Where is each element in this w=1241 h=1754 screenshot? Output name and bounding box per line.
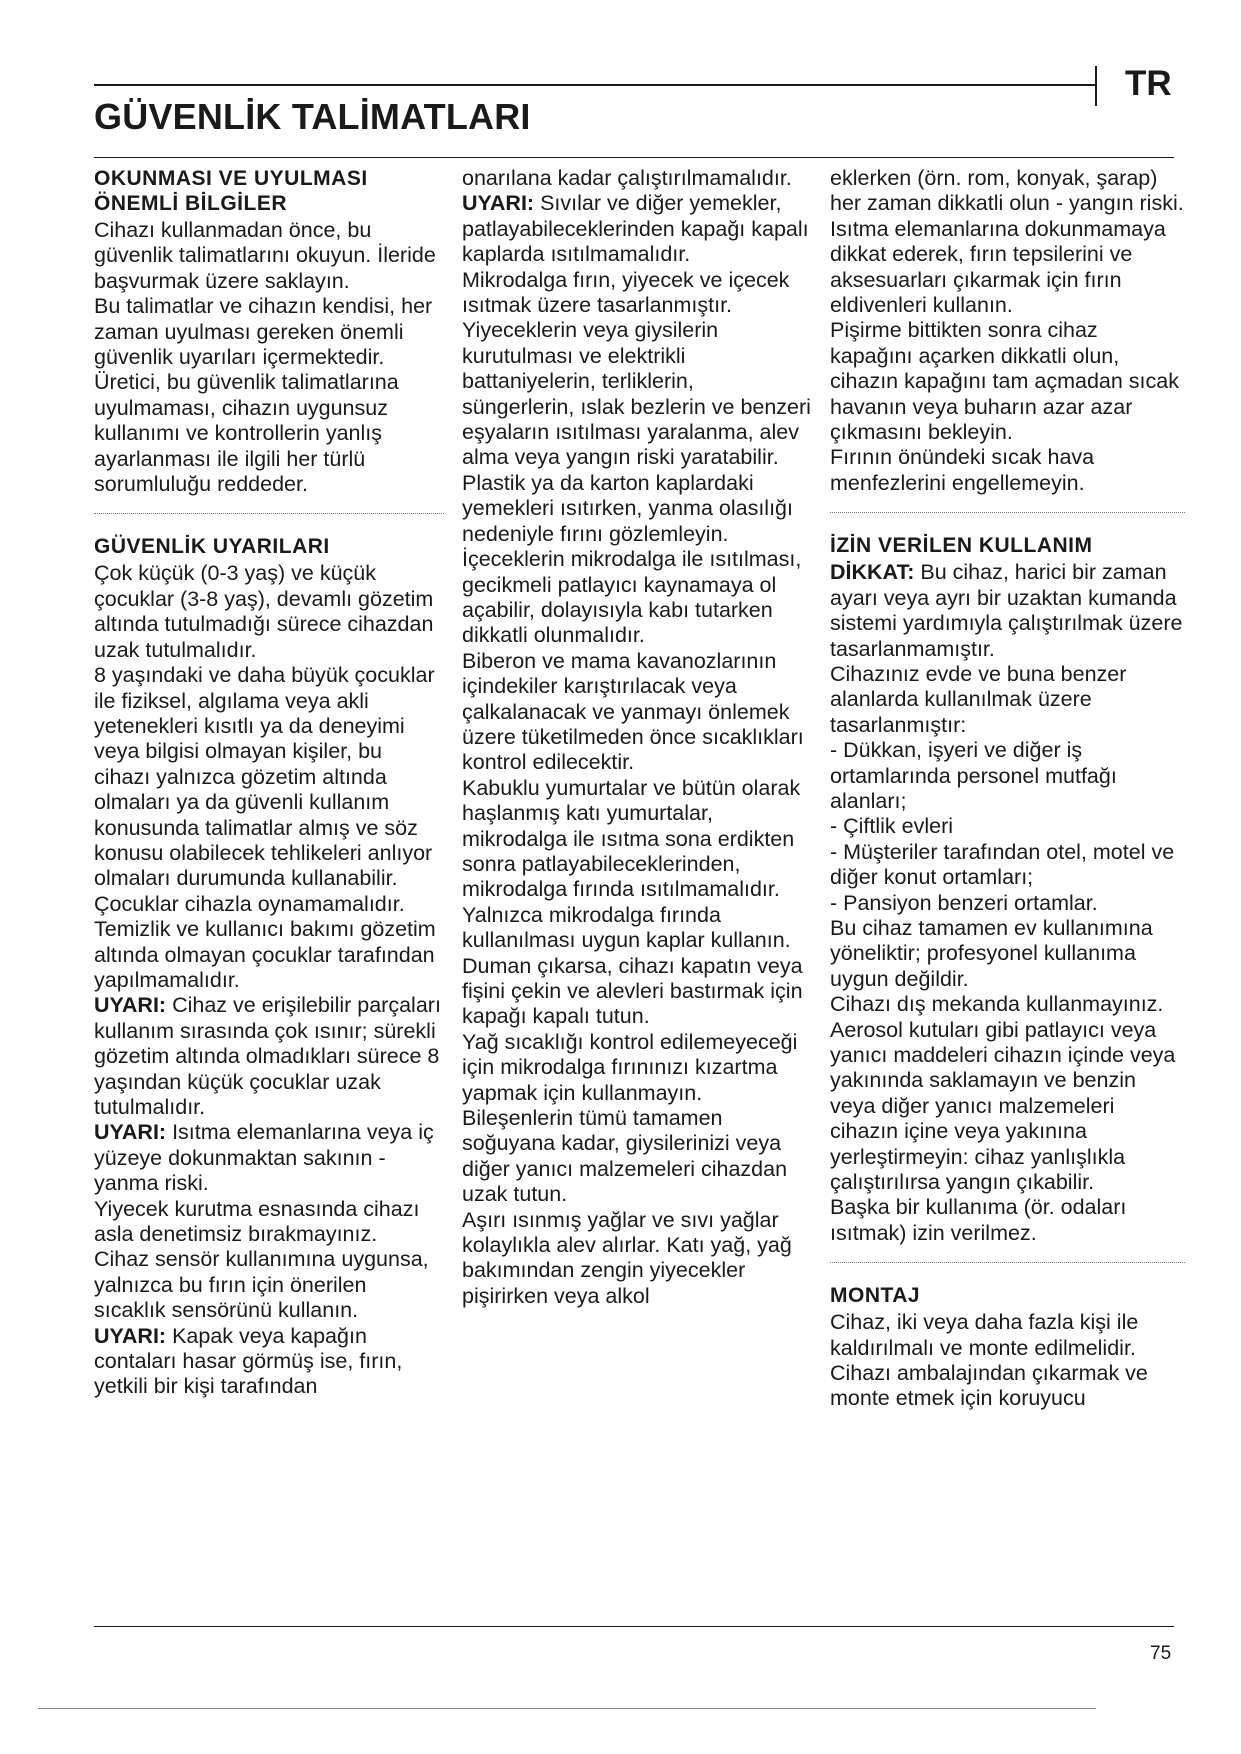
caution-label: DİKKAT: [830, 560, 915, 585]
page-number: 75 [1150, 1643, 1172, 1664]
paragraph: Bileşenlerin tümü tamamen soğuyana kadar, giysilerinizi veya diğer yanıcı malzemeleri cihazdan uzak tutun. [462, 1106, 788, 1207]
warning-label: UYARI: [94, 993, 167, 1018]
warning-text: Cihaz ve erişilebilir parçaları kullanım sırasında çok ısınır; sürekli gözetim altında olmadıkları sürece 8 yaşından küçük çocuklar uzak tutulmalıdır. [94, 993, 441, 1119]
dotted-separator [94, 513, 444, 514]
paragraph: 8 yaşındaki ve daha büyük çocuklar ile fiziksel, algılama veya akli yetenekleri kısıtlı ya da deneyimi veya bilgisi olmayan kişiler, bu cihazı yalnızca gözetim altında olmaları ya da güvenli kullanım konusunda talimatlar almış ve söz konusu olabilecek tehlikeleri anlıyor olmaları durumunda kullanabilir. [94, 663, 435, 891]
paragraph: Yağ sıcaklığı kontrol edilemeyeceği için mikrodalga fırınınızı kızartma yapmak için kullanmayın. [462, 1029, 798, 1105]
paragraph: Duman çıkarsa, cihazı kapatın veya fişini çekin ve alevleri bastırmak için kapağı kapalı tutun. [462, 953, 803, 1029]
paragraph: Plastik ya da karton kaplardaki yemekleri ısıtırken, yanma olasılığı nedeniyle fırını gözlemleyin. [462, 470, 793, 546]
paragraph: Cihaz, iki veya daha fazla kişi ile kaldırılmalı ve monte edilmelidir. [830, 1310, 1139, 1360]
paragraph: Cihazı dış mekanda kullanmayınız. [830, 992, 1164, 1017]
paragraph: Isıtma elemanlarına dokunmamaya dikkat ederek, fırın tepsilerini ve aksesuarları çıkarmak için fırın eldivenleri kullanın. [830, 216, 1166, 318]
warning-paragraph [94, 993, 444, 1120]
paragraph: Çok küçük (0-3 yaş) ve küçük çocuklar (3-8 yaş), devamlı gözetim altında tutulmadığı sürece cihazdan uzak tutulmalıdır. [94, 561, 434, 662]
dotted-separator [830, 1262, 1185, 1263]
paragraph: Üretici, bu güvenlik talimatlarına uyulmaması, cihazın uygunsuz kullanımı ve kontrollerin yanlış ayarlanması ile ilgili her türlü sorumluluğu reddeder. [94, 370, 399, 497]
title-rule [94, 157, 1174, 158]
paragraph: Aerosol kutuları gibi patlayıcı veya yanıcı maddeleri cihazın içinde veya yakınında saklamayın ve benzin veya diğer yanıcı malzemeleri cihazın içine veya yakınına yerleştirmeyin: cihaz yanlışlıkla çalıştırılırsa yangın çıkabilir. [830, 1017, 1176, 1195]
paragraph: Cihazınız evde ve buna benzer alanlarda kullanılmak üzere tasarlanmıştır: [830, 661, 1127, 737]
paragraph: Yiyecek kurutma esnasında cihazı asla denetimsiz bırakmayınız. [94, 1196, 420, 1247]
paragraph: Pişirme bittikten sonra cihaz kapağını açarken dikkatli olun, cihazın kapağını tam açmadan sıcak havanın veya buharın azar azar çıkmasını bekleyin. [830, 318, 1179, 445]
warning-text: Isıtma elemanlarına veya iç yüzeye dokunmaktan sakının - yanma riski. [94, 1120, 434, 1196]
warning-text: Kapak veya kapağın contaları hasar görmüş ise, fırın, yetkili bir kişi tarafından [94, 1323, 403, 1399]
paragraph: İçeceklerin mikrodalga ile ısıtılması, gecikmeli patlayıcı kaynamaya ol açabilir, dolayısıyla kabı tutarken dikkatli olunmalıdır. [462, 547, 802, 648]
paragraph: Çocuklar cihazla oynamamalıdır. [94, 891, 405, 916]
list-item: - Dükkan, işyeri ve diğer iş ortamlarında personel mutfağı alanları; [830, 738, 1117, 813]
page-edge-rule [38, 1708, 1096, 1709]
header-tick [1095, 66, 1097, 106]
warning-paragraph [94, 1120, 444, 1196]
list-item: - Pansiyon benzeri ortamlar. [830, 890, 1098, 915]
footer-rule [94, 1626, 1174, 1627]
warning-label: UYARI: [94, 1120, 167, 1145]
warning-label: UYARI: [462, 191, 535, 216]
paragraph: Aşırı ısınmış yağlar ve sıvı yağlar kolaylıkla alev alırlar. Katı yağ, yağ bakımından zengin yiyecekler pişirirken veya alkol [462, 1207, 792, 1308]
header-rule [94, 84, 1096, 86]
paragraph: Kabuklu yumurtalar ve bütün olarak haşlanmış katı yumurtalar, mikrodalga ile ısıtma sona erdikten sonra patlayabileceklerinden, mikrodalga fırında ısıtılmamalıdır. [462, 775, 801, 902]
list-item: - Müşteriler tarafından otel, motel ve diğer konut ortamları; [830, 839, 1175, 890]
page-title: GÜVENLİK TALİMATLARI [94, 96, 531, 137]
paragraph: Biberon ve mama kavanozlarının içindekiler karıştırılacak veya çalkalanacak ve yanmayı önlemek üzere tüketilmeden önce sıcaklıkları kontrol edilecektir. [462, 648, 804, 775]
section-heading-important-info: OKUNMASI VE UYULMASI ÖNEMLİ BİLGİLER [94, 167, 368, 215]
section-heading-safety-warnings: GÜVENLİK UYARILARI [94, 535, 330, 559]
column-1 [94, 166, 444, 1400]
paragraph: Başka bir kullanıma (ör. odaları ısıtmak) izin verilmez. [830, 1195, 1127, 1245]
paragraph: Bu talimatlar ve cihazın kendisi, her zaman uyulması gereken önemli güvenlik uyarıları içermektedir. [94, 294, 433, 370]
paragraph: Fırının önündeki sıcak hava menfezlerini engellemeyin. [830, 445, 1095, 495]
paragraph: Cihaz sensör kullanımına uygunsa, yalnızca bu fırın için önerilen sıcaklık sensörünü kullanın. [94, 1247, 429, 1323]
paragraph: Cihazı ambalajından çıkarmak ve monte etmek için koruyucu [830, 1361, 1148, 1411]
paragraph: Mikrodalga fırın, yiyecek ve içecek ısıtmak üzere tasarlanmıştır. Yiyeceklerin veya giysilerin kurutulması ve elektrikli battaniyelerin, terliklerin, süngerlerin, ıslak bezlerin ve benzeri eşyaların ısıtılması yaralanma, alev alma veya yangın riski yaratabilir. [462, 267, 811, 470]
section-heading-permitted-use: İZİN VERİLEN KULLANIM [830, 534, 1093, 558]
paragraph: onarılana kadar çalıştırılmamalıdır. [462, 166, 792, 190]
caution-text: Bu cihaz, harici bir zaman ayarı veya ayrı bir uzaktan kumanda sistemi yardımıyla çalıştırılmak üzere tasarlanmamıştır. [830, 560, 1183, 661]
warning-label: UYARI: [94, 1323, 167, 1348]
warning-paragraph [462, 191, 812, 267]
warning-paragraph [94, 1324, 444, 1400]
warning-text: Sıvılar ve diğer yemekler, patlayabileceklerinden kapağı kapalı kaplarda ısıtılmamalıdır. [462, 191, 809, 267]
dotted-separator [830, 512, 1185, 513]
caution-paragraph [830, 560, 1185, 662]
paragraph: Yalnızca mikrodalga fırında kullanılması uygun kaplar kullanın. [462, 902, 791, 953]
section-heading-installation: MONTAJ [830, 1284, 921, 1308]
paragraph: Temizlik ve kullanıcı bakımı gözetim altında olmayan çocuklar tarafından yapılmamalıdır. [94, 917, 436, 992]
column-2 [462, 166, 812, 1309]
paragraph: eklerken (örn. rom, konyak, şarap) her zaman dikkatli olun - yangın riski. [830, 166, 1184, 216]
paragraph: Bu cihaz tamamen ev kullanımına yöneliktir; profesyonel kullanıma uygun değildir. [830, 915, 1153, 991]
language-code: TR [1125, 64, 1172, 103]
column-3 [830, 166, 1185, 1412]
list-item: - Çiftlik evleri [830, 814, 954, 839]
paragraph: Cihazı kullanmadan önce, bu güvenlik talimatlarını okuyun. İleride başvurmak üzere saklayın. [94, 218, 436, 293]
